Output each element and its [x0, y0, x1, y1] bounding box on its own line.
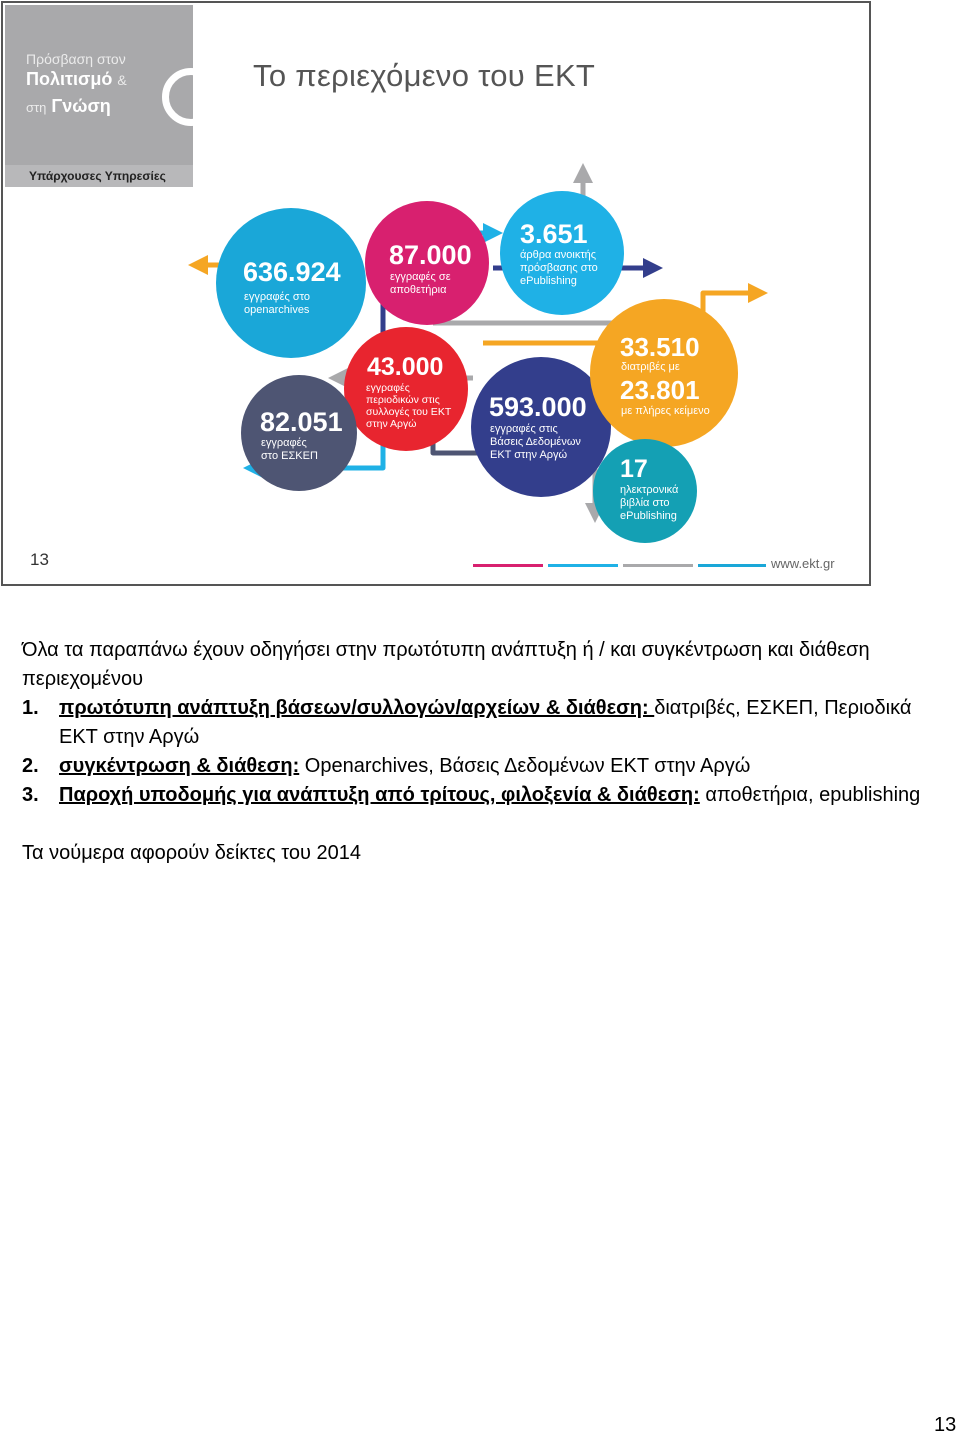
bubble-number: 17 [620, 455, 648, 483]
bubble-caption: ηλεκτρονικά [620, 484, 679, 496]
bubble-caption: πρόσβασης στο [520, 262, 598, 274]
bubble-caption: εγγραφές [366, 382, 410, 394]
list-item-text: διατριβές, ΕΣΚΕΠ, Περιοδικά ΕΚΤ στην Αργώ [59, 697, 912, 748]
footer-color-bar [623, 564, 693, 567]
bubble-number: 87.000 [389, 240, 472, 270]
brand-section-label: Υπάρχουσες Υπηρεσίες [5, 165, 193, 187]
bubble-caption: Βάσεις Δεδομένων [490, 436, 581, 448]
list-number: 1. [22, 697, 39, 719]
bubble-number: 43.000 [367, 353, 444, 381]
slide [1, 1, 871, 586]
footer-color-bar [548, 564, 618, 567]
brand-line2 [26, 69, 127, 90]
page-number: 13 [934, 1414, 957, 1436]
list-number: 3. [22, 784, 39, 806]
notes-list-item [22, 694, 922, 752]
bubble-caption: εγγραφές σε [390, 271, 451, 283]
brand-ampersand: & [117, 72, 127, 88]
bubble-caption: εγγραφές στο [244, 291, 311, 303]
bubble-caption: συλλογές του ΕΚΤ [366, 406, 452, 418]
brand-ring-icon [162, 68, 220, 126]
bubble-number: 593.000 [489, 392, 587, 422]
brand-line1: Πρόσβαση στον [26, 51, 126, 67]
bubble-caption: ePublishing [620, 510, 677, 522]
notes-list-item [22, 781, 922, 810]
speaker-notes [22, 636, 922, 868]
list-item-text: Openarchives, Βάσεις Δεδομένων ΕΚΤ στην Αργώ [299, 755, 751, 777]
infographic [183, 163, 783, 553]
list-item-label: πρωτότυπη ανάπτυξη βάσεων/συλλογών/αρχείων & διάθεση: [59, 697, 655, 719]
bubble-caption: ΕΚΤ στην Αργώ [490, 449, 568, 461]
footer-color-bar [698, 564, 766, 567]
bubble-dissertations [590, 299, 738, 447]
brand-word-sti: στη [26, 100, 47, 115]
brand-word-knowledge: Γνώση [51, 96, 111, 116]
bubble-caption: openarchives [244, 304, 310, 316]
bubble-caption: εγγραφές στις [490, 423, 558, 435]
bubble-caption: στην Αργώ [366, 418, 417, 430]
bubble-caption: περιοδικών στις [366, 394, 440, 406]
bubble-caption: ePublishing [520, 275, 577, 287]
bubble-number: 82.051 [260, 407, 343, 437]
bubble-caption: με πλήρες κείμενο [621, 405, 710, 417]
list-item-text: αποθετήρια, epublishing [699, 784, 921, 806]
bubble-caption: αποθετήρια [390, 284, 447, 296]
bubble-caption: εγγραφές [261, 437, 307, 449]
bubble-number: 636.924 [243, 257, 341, 287]
notes-footnote: Τα νούμερα αφορούν δείκτες του 2014 [22, 842, 362, 864]
bubble-number-secondary: 23.801 [620, 375, 700, 405]
brand-logo [5, 5, 193, 187]
list-item-label: Παροχή υποδομής για ανάπτυξη από τρίτους, φιλοξενία & διάθεση: [59, 784, 700, 806]
bubble-caption: άρθρα ανοικτής [520, 249, 597, 261]
slide-title: Το περιεχόμενο του ΕΚΤ [253, 58, 596, 93]
bubble-caption: βιβλία στο [620, 497, 670, 509]
footer-color-bar [473, 564, 543, 567]
bubble-number: 3.651 [520, 219, 588, 249]
brand-word-culture: Πολιτισμό [26, 69, 113, 89]
list-item-label: συγκέντρωση & διάθεση: [59, 755, 300, 777]
notes-list-item [22, 752, 922, 781]
bubble-number: 33.510 [620, 332, 700, 362]
list-number: 2. [22, 755, 39, 777]
brand-line3 [26, 96, 111, 117]
notes-intro: Όλα τα παραπάνω έχουν οδηγήσει στην πρωτότυπη ανάπτυξη ή / και συγκέντρωση και διάθεση περιεχομένου [22, 639, 870, 690]
bubble-caption: στο ΕΣΚΕΠ [261, 450, 318, 462]
bubble-caption: διατριβές με [621, 361, 680, 373]
slide-number: 13 [30, 550, 49, 569]
website-url: www.ekt.gr [771, 556, 835, 571]
